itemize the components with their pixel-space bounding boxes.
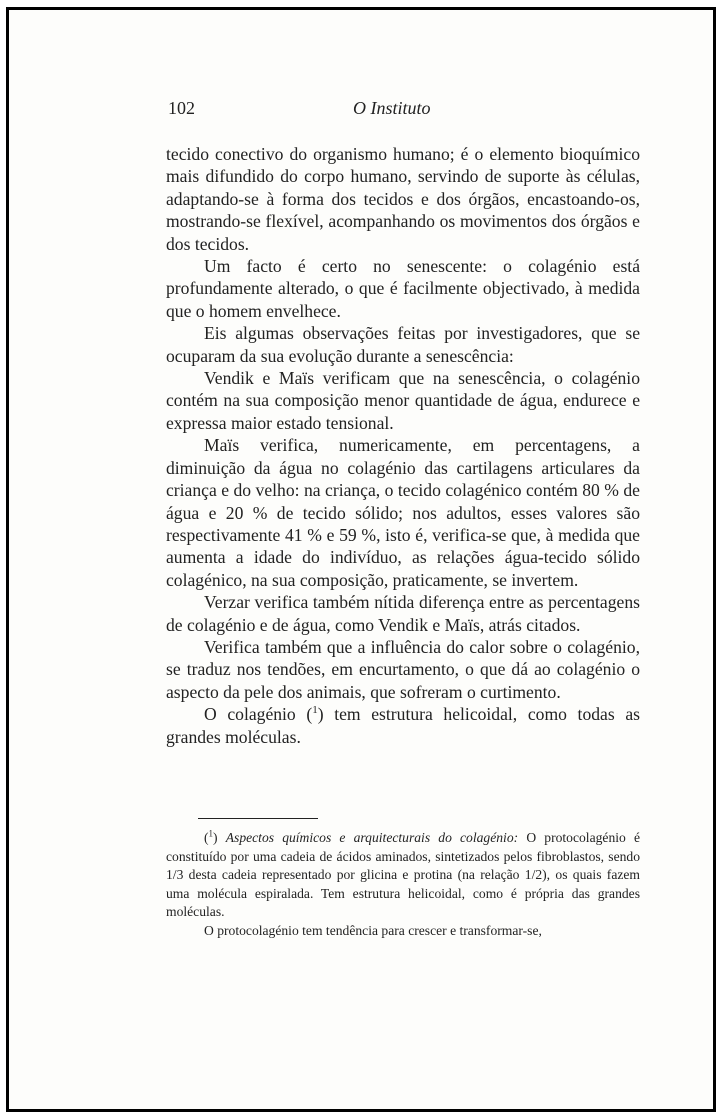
- paragraph-text: ) tem estrutura helicoidal, como todas as grandes moléculas.: [166, 704, 640, 747]
- paragraph: Verifica também que a influência do calor sobre o colagénio, se traduz nos tendões, em encurtamento, o que dá ao colagénio o aspecto da pele dos animais, que sofreram o curtimento.: [166, 636, 640, 702]
- running-title: O Instituto: [353, 98, 431, 118]
- footnote-reference[interactable]: 1: [312, 704, 318, 717]
- footnote-continuation: O protocolagénio tem tendência para crescer e transformar-se,: [204, 922, 542, 938]
- footnote-marker: ($^1$): [204, 828, 218, 845]
- footnote-divider: [198, 818, 318, 819]
- footnote-title: Aspectos químicos e arquitecturais do colagénio:: [225, 830, 519, 845]
- paragraph-with-footnote-ref: [166, 703, 640, 748]
- page-number: 102: [168, 98, 195, 118]
- page-header: [160, 98, 640, 122]
- footnote: [166, 829, 640, 922]
- paragraph: Maïs verifica, numericamente, em percentagens, a diminuição da água no colagénio das cartilagens articulares da criança e do velho: na criança, o tecido colagénico contém 80 % de água e 20 % de tecido sólido; nos adultos, esses valores são respectivamente 41 % e 59 %, isto é, verifica-se que, à medida que aumenta a idade do indivíduo, as relações água-tecido sólido colagénico, na sua composição, praticamente, se invertem.: [166, 435, 640, 590]
- paragraph-text: O colagénio (: [204, 704, 313, 725]
- paragraph: Verzar verifica também nítida diferença entre as percentagens de colagénio e de água, como Vendik e Maïs, atrás citados.: [166, 592, 640, 635]
- paragraph: Eis algumas observações feitas por investigadores, que se ocuparam da sua evolução durante a senescência:: [166, 323, 640, 366]
- paragraph: tecido conectivo do organismo humano; é o elemento bioquímico mais difundido do corpo humano, servindo de suporte às células, adaptando-se à forma dos tecidos e dos órgãos, encastoando-os, mostrando-se flexível, acompanhando os movimentos dos órgãos e dos tecidos.: [166, 144, 640, 254]
- paragraph: Um facto é certo no senescente: o colagénio está profundamente alterado, o que é facilmente objectivado, à medida que o homem envelhece.: [166, 256, 640, 321]
- footnotes: [166, 829, 640, 941]
- footnote-text: O protocolagénio é constituído por uma cadeia de ácidos aminados, sintetizados pelos fibroblastos, sendo 1/3 desta cadeia representado por glicina e protina (na relação 1/2), os quais fazem uma molécula espiralada. Tem estrutura helicoidal, como é própria das grandes moléculas.: [166, 830, 640, 920]
- paragraph: Vendik e Maïs verificam que na senescência, o colagénio contém na sua composição menor quantidade de água, endurece e expressa maior estado tensional.: [166, 368, 640, 433]
- body-text: [166, 143, 640, 748]
